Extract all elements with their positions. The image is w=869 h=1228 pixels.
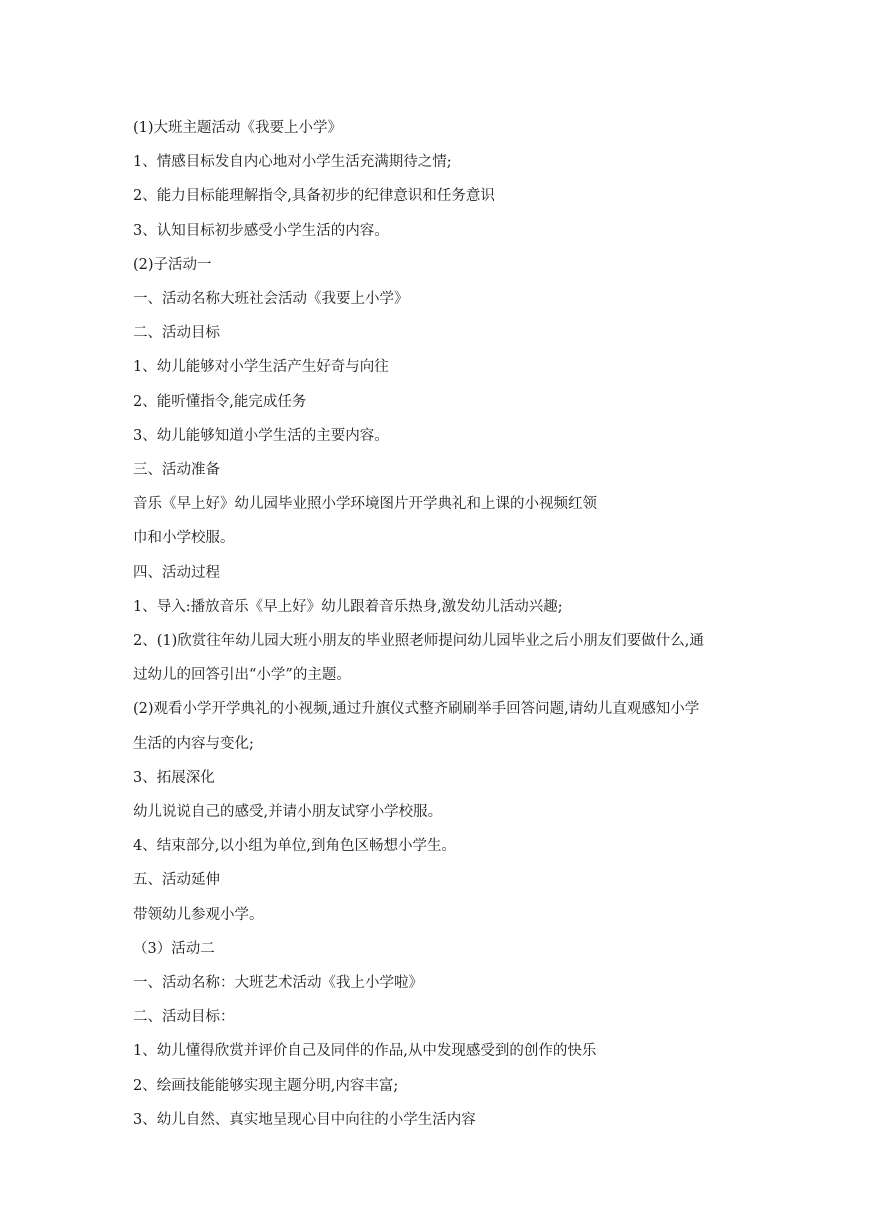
section-heading-theme: (1)大班主题活动《我要上小学》 (133, 120, 343, 136)
section-heading-activity-one: (2)子活动一 (133, 256, 212, 273)
text-line: 3、认知目标初步感受小学生活的内容。 (133, 222, 389, 239)
text-line: 一、活动名称：大班艺术活动《我上小学啦》 (133, 975, 423, 992)
text-line: 1、幼儿懂得欣赏并评价自己及同伴的作品,从中发现感受到的创作的快乐 (133, 1043, 597, 1060)
text-line: 2、绘画技能能够实现主题分明,内容丰富; (133, 1077, 399, 1094)
text-line: 巾和小学校服。 (133, 530, 235, 547)
text-line: 2、能听懂指令,能完成任务 (133, 393, 307, 410)
subheading: 二、活动目标： (133, 1009, 235, 1026)
document-body (133, 111, 753, 1137)
text-line: 幼儿说说自己的感受,并请小朋友试穿小学校服。 (133, 804, 443, 821)
text-line: 带领幼儿参观小学。 (133, 906, 264, 923)
text-line: 1、情感目标发自内心地对小学生活充满期待之情; (133, 154, 452, 171)
text-line: 音乐《早上好》幼儿园毕业照小学环境图片开学典礼和上课的小视频红领 (133, 496, 597, 513)
section-heading-activity-two: （3）活动二 (133, 940, 215, 957)
text-line: 一、活动名称大班社会活动《我要上小学》 (133, 291, 409, 308)
text-line: 1、导入:播放音乐《早上好》幼儿跟着音乐热身,激发幼儿活动兴趣; (133, 598, 563, 615)
text-line: 生活的内容与变化; (133, 735, 254, 752)
text-line: 2、(1)欣赏往年幼儿园大班小朋友的毕业照老师提问幼儿园毕业之后小朋友们要做什么,通 (133, 633, 704, 650)
text-line: 过幼儿的回答引出“小学”的主题。 (133, 667, 351, 684)
subheading: 二、活动目标 (133, 325, 220, 342)
text-line: 1、幼儿能够对小学生活产生好奇与向往 (133, 359, 389, 376)
text-line: (2)观看小学开学典礼的小视频,通过升旗仪式整齐刷刷举手回答问题,请幼儿直观感知小学 (133, 701, 700, 718)
text-line: 2、能力目标能理解指令,具备初步的纪律意识和任务意识 (133, 188, 495, 205)
text-line: 3、拓展深化 (133, 769, 215, 786)
subheading: 四、活动过程 (133, 564, 220, 581)
text-line: 3、幼儿能够知道小学生活的主要内容。 (133, 427, 389, 444)
subheading: 三、活动准备 (133, 462, 220, 479)
text-line: 4、结束部分,以小组为单位,到角色区畅想小学生。 (133, 838, 456, 855)
text-line: 3、幼儿自然、真实地呈现心目中向往的小学生活内容 (133, 1111, 476, 1128)
subheading: 五、活动延伸 (133, 872, 220, 889)
